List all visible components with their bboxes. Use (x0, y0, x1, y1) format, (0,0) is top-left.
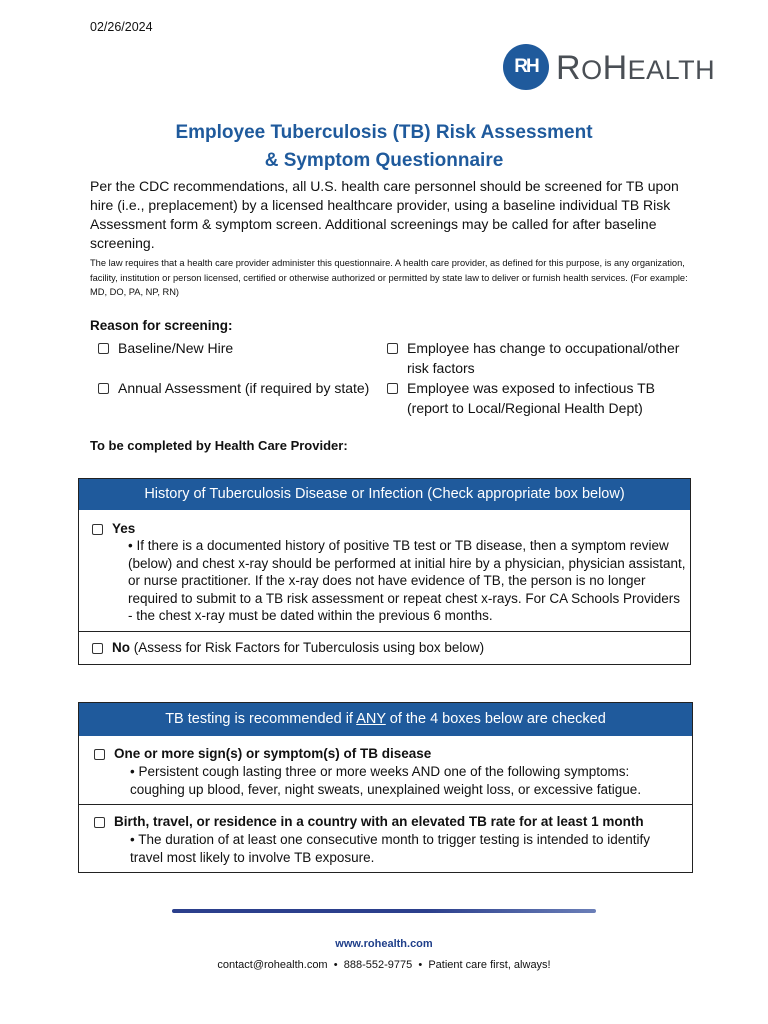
provider-label: To be completed by Health Care Provider: (90, 438, 348, 453)
footer-contact: contact@rohealth.com • 888-552-9775 • Patient care first, always! (217, 959, 551, 971)
intro-paragraph: Per the CDC recommendations, all U.S. health care personnel should be screened for TB upon hire (i.e., preplacement) by a licensed healthcare provider, using a baseline individual TB Risk Assessment form & symptom screen. Additional screenings may be called for after baseline screening. (90, 178, 679, 251)
checkbox-symptoms[interactable] (94, 749, 105, 760)
checkbox-travel[interactable] (94, 817, 105, 828)
document-date: 02/26/2024 (90, 20, 153, 34)
history-panel: History of Tuberculosis Disease or Infection (Check appropriate box below) Yes • If there is a documented history of positive TB test or TB disease, then a symptom review (below) and chest x-ray should be performed at initial hire by a physician, physician assistant, or nurse practitioner. If the x-ray does not have evidence of TB, the person is no longer required to submit to a TB risk assessment or repeat chest x-rays. For CA Schools Providers - the chest x-ray must be dated within the previous 6 months. No (Assess for Risk Factors for Tuberculosis using box below) (78, 478, 691, 665)
legal-notice: The law requires that a health care provider administer this questionnaire. A health care provider, as defined for this purpose, is any organization, facility, institution or person licensed, certified or otherwise authorized or permitted by state law to deliver or furnish health services. (For example: MD, DO, PA, NP, RN) (90, 258, 688, 297)
page-title-line2: & Symptom Questionnaire (264, 150, 504, 171)
history-header: History of Tuberculosis Disease or Infection (Check appropriate box below) (79, 479, 690, 510)
checkbox-history-yes[interactable] (92, 524, 103, 535)
footer-email[interactable]: contact@rohealth.com (217, 959, 328, 971)
footer-divider (172, 909, 596, 913)
logo-wordmark: ROHEALTH (556, 49, 716, 87)
reason-label: Reason for screening: (90, 318, 233, 333)
checkbox-occupational[interactable] (387, 343, 398, 354)
checkbox-history-no[interactable] (92, 643, 103, 654)
testing-panel: TB testing is recommended if ANY of the 4 boxes below are checked One or more sign(s) or symptom(s) of TB disease • Persistent cough lasting three or more weeks AND one of the following symptoms: coughing up blood, fever, night sweats, unexplained weight loss, or excessive fatigue. Birth, travel, or residence in a country with an elevated TB rate for at least 1 month • The duration of at least one consecutive month to trigger testing is intended to identify travel most likely to involve TB exposure. (78, 702, 693, 873)
checkbox-baseline[interactable] (98, 343, 109, 354)
footer-url[interactable]: www.rohealth.com (335, 938, 433, 950)
footer-phone[interactable]: 888-552-9775 (343, 959, 413, 971)
checkbox-exposed[interactable] (387, 383, 398, 394)
rohealth-logo (503, 44, 743, 92)
page-title-line1: Employee Tuberculosis (TB) Risk Assessment (175, 122, 593, 143)
history-divider (79, 631, 690, 632)
logo-mark-icon: RH (503, 44, 549, 90)
history-yes-body: • If there is a documented history of positive TB test or TB disease, then a symptom review (below) and chest x-ray should be performed at initial hire by a physician, physician assistant, or nurse practitioner. If the x-ray does not have evidence of TB, the person is no longer required to submit to a TB risk assessment or repeat chest x-rays. For CA Schools Providers - the chest x-ray must be dated within the previous 6 months. (128, 538, 686, 623)
testing-header: TB testing is recommended if ANY of the 4 boxes below are checked (79, 703, 692, 736)
checkbox-annual[interactable] (98, 383, 109, 394)
testing-divider (79, 804, 692, 805)
footer-tagline: Patient care first, always! (428, 959, 551, 971)
